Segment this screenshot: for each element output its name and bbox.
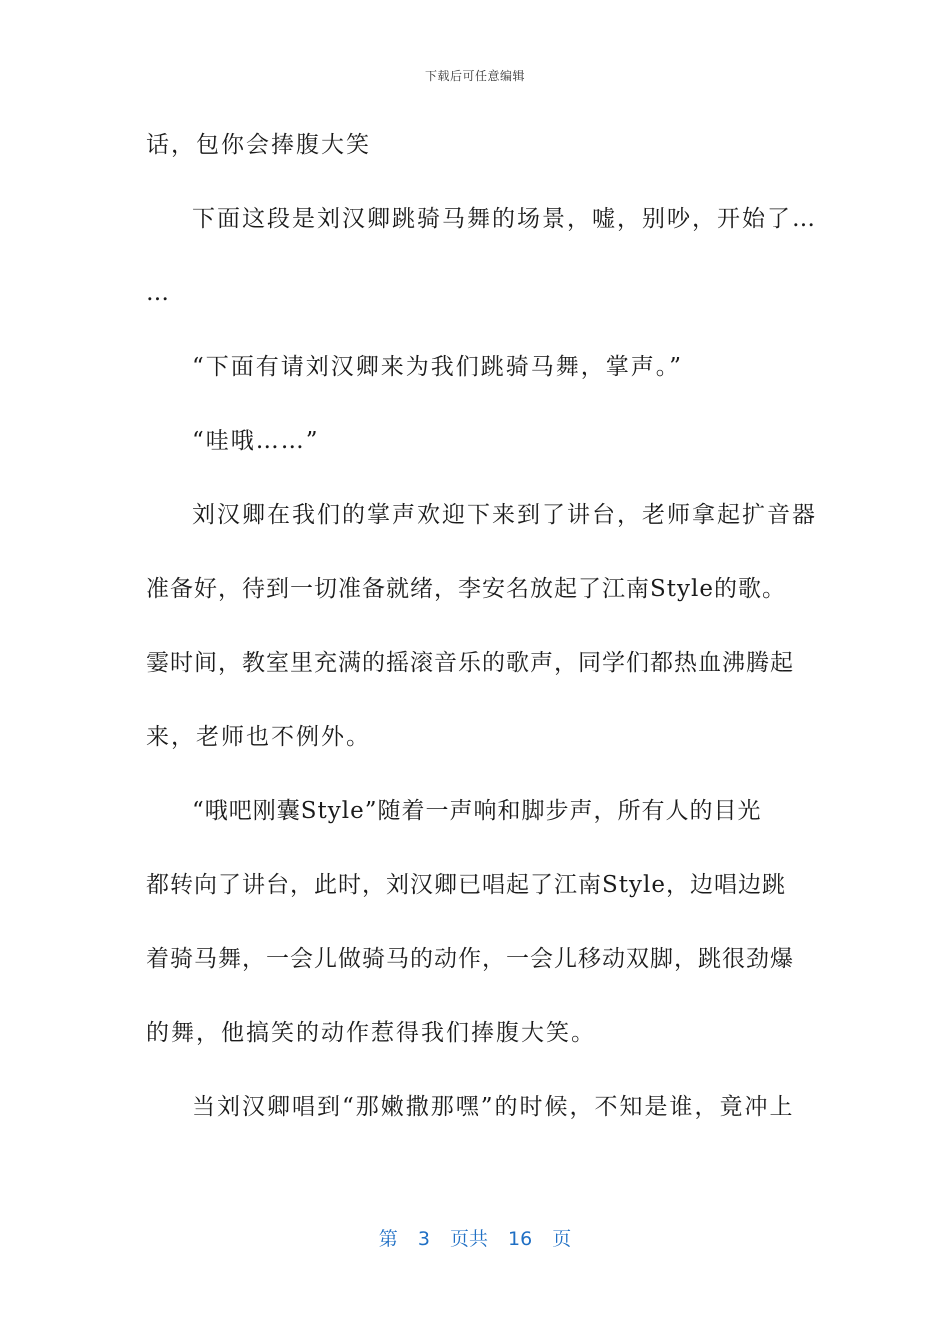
paragraph-line: 都转向了讲台，此时，刘汉卿已唱起了江南Style，边唱边跳 — [146, 872, 786, 898]
paragraph-line: “哦吧刚囊Style”随着一声响和脚步声，所有人的目光 — [192, 798, 762, 824]
page-header-note: 下载后可任意编辑 — [424, 69, 525, 83]
paragraph-line: 着骑马舞，一会儿做骑马的动作，一会儿移动双脚，跳很劲爆 — [146, 946, 794, 972]
paragraph-line: “下面有请刘汉卿来为我们跳骑马舞，掌声。” — [192, 354, 684, 380]
paragraph-line: 当刘汉卿唱到“那嫩撒那嘿”的时候，不知是谁，竟冲上 — [192, 1094, 795, 1120]
paragraph-line: 的舞，他搞笑的动作惹得我们捧腹大笑。 — [146, 1020, 596, 1046]
paragraph-line: 准备好，待到一切准备就绪，李安名放起了江南Style的歌。 — [146, 576, 786, 602]
paragraph-line: “哇哦……” — [192, 428, 320, 454]
paragraph-line: 来，老师也不例外。 — [146, 724, 371, 750]
paragraph-line: 话，包你会捧腹大笑 — [146, 132, 371, 158]
document-body — [146, 127, 817, 1163]
paragraph-line: 下面这段是刘汉卿跳骑马舞的场景，嘘，别吵，开始了… — [192, 206, 817, 232]
paragraph-line: … — [146, 280, 171, 306]
page-number-text: 第 3 页共 16 页 — [378, 1228, 572, 1250]
page-number-footer — [0, 1224, 950, 1251]
paragraph-line: 霎时间，教室里充满的摇滚音乐的歌声，同学们都热血沸腾起 — [146, 650, 794, 676]
paragraph-line: 刘汉卿在我们的掌声欢迎下来到了讲台，老师拿起扩音器 — [192, 502, 817, 528]
